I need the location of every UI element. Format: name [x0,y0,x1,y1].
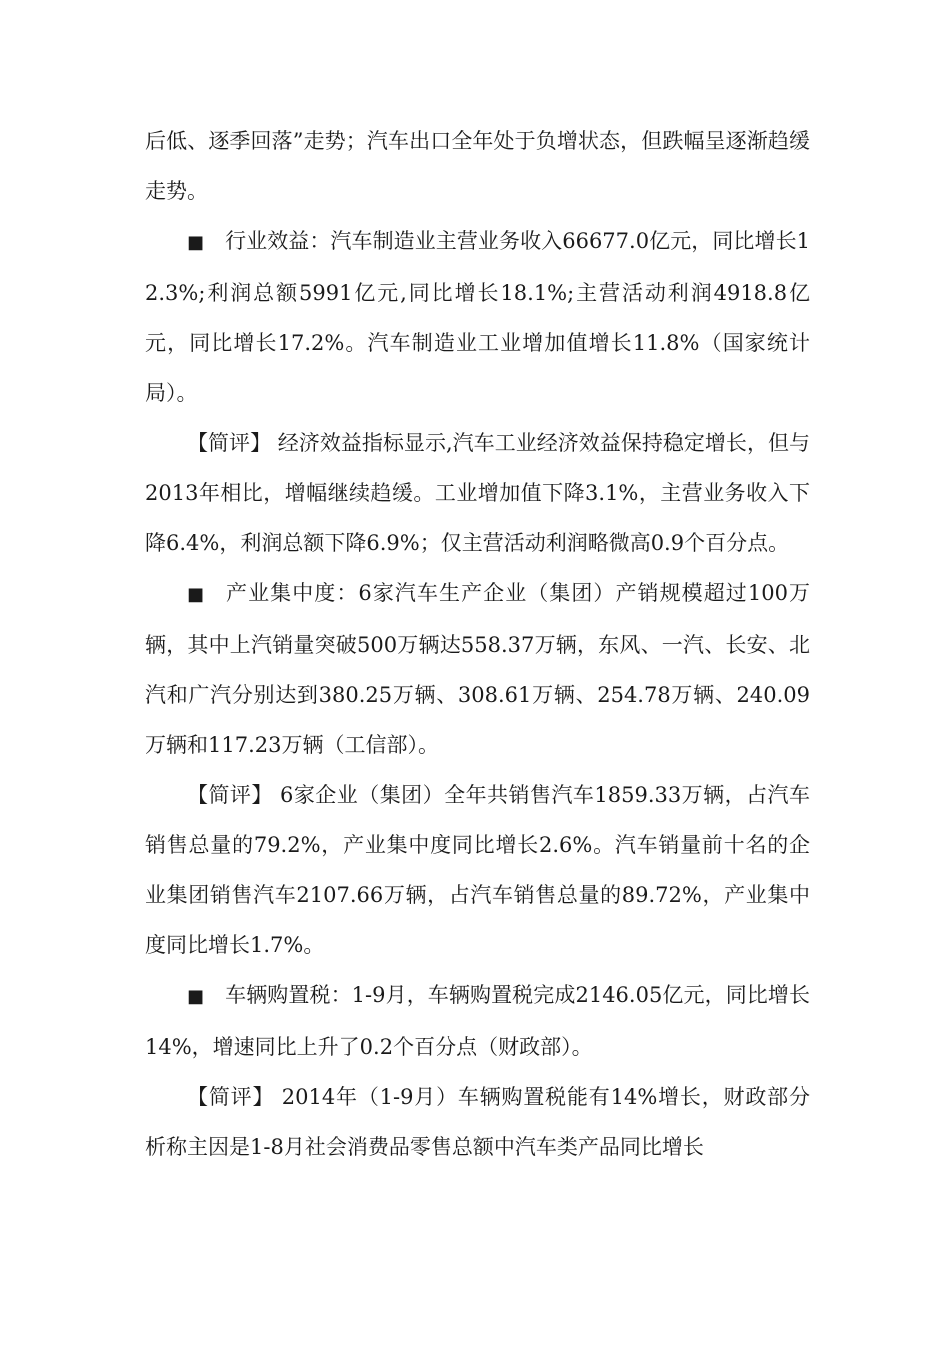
paragraph-text: 产业集中度：6家汽车生产企业（集团）产销规模超过100万辆，其中上汽销量突破500万辆达558.37万辆，东风、一汽、长安、北汽和广汽分别达到380.25万辆、308.61万辆、254.78万辆、240.09万辆和117.23万辆（工信部）。 [145,581,810,757]
paragraph-comment-purchase-tax [145,1072,810,1172]
comment-tag: 【简评】 [187,431,272,455]
document-body [145,116,810,1172]
paragraph-comment-benefit [145,418,810,568]
square-bullet-icon: ■ [187,232,205,253]
paragraph-text: 2014年（1-9月）车辆购置税能有14%增长，财政部分析称主因是1-8月社会消费品零售总额中汽车类产品同比增长 [145,1085,810,1159]
paragraph-industry-benefit [145,216,810,418]
paragraph-text: 后低、逐季回落”走势；汽车出口全年处于负增状态，但跌幅呈逐渐趋缓走势。 [145,129,810,203]
paragraph-purchase-tax [145,970,810,1072]
paragraph-text: 6家企业（集团）全年共销售汽车1859.33万辆，占汽车销售总量的79.2%，产业集中度同比增长2.6%。汽车销量前十名的企业集团销售汽车2107.66万辆，占汽车销售总量的89.72%，产业集中度同比增长1.7%。 [145,783,811,957]
comment-tag: 【简评】 [187,1085,275,1109]
paragraph-industry-concentration [145,568,810,770]
square-bullet-icon: ■ [187,584,205,605]
paragraph-export-trend [145,116,810,216]
paragraph-text: 经济效益指标显示,汽车工业经济效益保持稳定增长，但与2013年相比，增幅继续趋缓。工业增加值下降3.1%，主营业务收入下降6.4%，利润总额下降6.9%；仅主营活动利润略微高0.9个百分点。 [145,431,810,555]
paragraph-text: 车辆购置税：1-9月，车辆购置税完成2146.05亿元，同比增长14%，增速同比上升了0.2个百分点（财政部）。 [145,983,810,1059]
comment-tag: 【简评】 [187,783,273,807]
paragraph-comment-concentration [145,770,810,970]
paragraph-text: 行业效益：汽车制造业主营业务收入66677.0亿元，同比增长12.3%;利润总额5991亿元,同比增长18.1%;主营活动利润4918.8亿元，同比增长17.2%。汽车制造业工业增加值增长11.8%（国家统计局）。 [145,229,810,405]
square-bullet-icon: ■ [187,986,205,1007]
